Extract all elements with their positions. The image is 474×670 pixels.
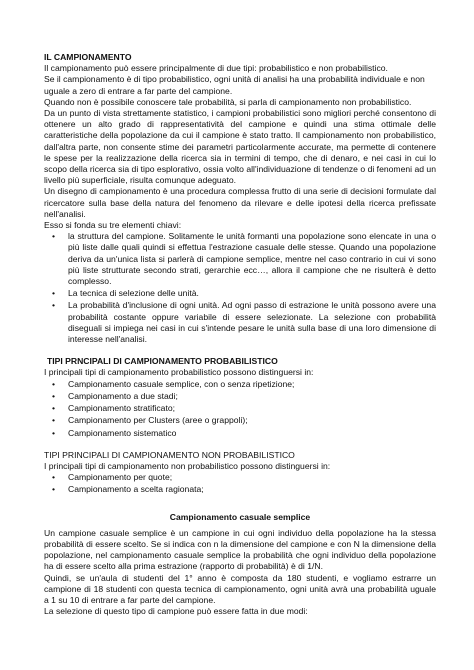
list-item-text: Campionamento a due stadi;: [68, 390, 178, 401]
list-item: [44, 415, 436, 426]
prob-intro: I principali tipi di campionamento probabilistico possono distinguersi in:: [44, 367, 314, 378]
list-item-text: Campionamento per Clusters (aree o grappoli);: [68, 415, 248, 426]
body-paragraph: Un campione casuale semplice è un campione in cui ogni individuo della popolazione ha la stessa probabilità di essere scelto. Se si indica con n la dimensione del campione e con N la dimensione della popolazione, nel campionamento casuale semplice la probabilità che ogni individuo della popolazione ha di essere scelto alla prima estrazione (rapporto di probabilità) è di 1/N.: [44, 527, 436, 572]
bullet-icon: •: [52, 415, 56, 426]
intro-paragraph: Da un punto di vista strettamente statistico, i campioni probabilistici sono migliori perché consentono di ottenere un alto grado di rappresentatività del campione e quindi una stima ottimale delle caratteristiche della popolazione da cui il campione è stato tratto. Il campionamento non probabilistico, dall'altra parte, non consente stime dei parametri particolarmente accurate, ma permette di contenere le spese per la realizzazione della ricerca sia in termini di tempo, che di denaro, e nei casi in cui lo scopo della ricerca sia di tipo esplorativo, ossia volto all'individuazione di tendenze o di fenomeni ad un livello più superficiale, risulta comunque adeguato.: [44, 108, 436, 186]
intro-paragraph: Un disegno di campionamento è una procedura complessa frutto di una serie di decisioni formulate dal ricercatore sulla base della natura del fenomeno da rilevare e delle ipotesi della ricerca prefissate nell'analisi.: [44, 186, 436, 219]
prob-types-list: [44, 379, 436, 439]
bullet-icon: •: [52, 403, 56, 414]
bullet-icon: •: [52, 288, 56, 299]
list-item-text: La probabilità d'inclusione di ogni unità. Ad ogni passo di estrazione le unità possono avere una probabilità costante oppure variabile di essere selezionate. La selezione con probabilità diseguali si impiega nei casi in cui s'intende pesare le unità sulla base di una loro dimensione di interesse nell'analisi.: [68, 300, 436, 345]
list-item-text: Campionamento casuale semplice, con o senza ripetizione;: [68, 378, 295, 389]
bullet-icon: •: [52, 484, 56, 495]
bullet-icon: •: [52, 231, 56, 242]
key-elements-list: [44, 231, 436, 345]
list-item: [44, 391, 436, 402]
bullet-icon: •: [52, 378, 56, 389]
list-item-text: Campionamento a scelta ragionata;: [68, 484, 204, 495]
heading-campionamento: IL CAMPIONAMENTO: [44, 52, 132, 62]
heading-casuale-semplice: Campionamento casuale semplice: [169, 511, 311, 522]
nonprob-types-list: [44, 472, 436, 495]
list-item: [44, 288, 436, 299]
list-item: [44, 379, 436, 390]
intro-paragraph: Quando non è possibile conoscere tale probabilità, si parla di campionamento non probabilistico.: [44, 96, 412, 107]
heading-tipi-probabilistico: TIPI PRNCIPALI DI CAMPIONAMENTO PROBABILISTICO: [47, 356, 278, 367]
list-item-text: Campionamento stratificato;: [68, 403, 175, 414]
bullet-icon: •: [52, 427, 56, 438]
list-item: [44, 472, 436, 483]
intro-paragraph: Esso si fonda su tre elementi chiavi:: [44, 220, 182, 231]
list-item: [44, 231, 436, 287]
list-item-text: Campionamento per quote;: [68, 472, 173, 483]
intro-paragraph: Se il campionamento è di tipo probabilistico, ogni unità di analisi ha una probabilità individuale e non uguale a zero di entrare a far parte del campione.: [44, 74, 425, 96]
nonprob-intro: I principali tipi di campionamento non probabilistico possono distinguersi in:: [44, 460, 331, 471]
list-item-text: Campionamento sistematico: [68, 427, 177, 438]
document-page: [44, 52, 436, 617]
list-item-text: la struttura del campione. Solitamente le unità formanti una popolazione sono elencate in una o più liste dalle quali quindi si effettua l'estrazione casuale delle stesse. Quando una popolazione deriva da un'unica lista si parlerà di campione semplice, mentre nel caso contrario in cui vi sono più liste strutturate secondo strati, gerarchie ecc…, allora il campione che ne risulterà è detto complesso.: [68, 231, 436, 287]
intro-paragraph: Il campionamento può essere principalmente di due tipi: probabilistico e non probabilistico.: [44, 63, 388, 74]
body-paragraph: La selezione di questo tipo di campione può essere fatta in due modi:: [44, 606, 308, 617]
list-item-text: La tecnica di selezione delle unità.: [68, 288, 199, 299]
bullet-icon: •: [52, 300, 56, 311]
list-item: [44, 484, 436, 495]
body-paragraph: Quindi, se un'aula di studenti del 1° anno è composta da 180 studenti, e vogliamo estrarre un campione di 18 studenti con questa tecnica di campionamento, ogni unità avrà una probabilità uguale a 1 su 10 di entrare a far parte del campione.: [44, 572, 436, 605]
list-item: [44, 300, 436, 345]
bullet-icon: •: [52, 390, 56, 401]
list-item: [44, 428, 436, 439]
heading-tipi-non-probabilistico: TIPI PRINCIPALI DI CAMPIONAMENTO NON PROBABILISTICO: [44, 449, 295, 460]
list-item: [44, 403, 436, 414]
bullet-icon: •: [52, 472, 56, 483]
